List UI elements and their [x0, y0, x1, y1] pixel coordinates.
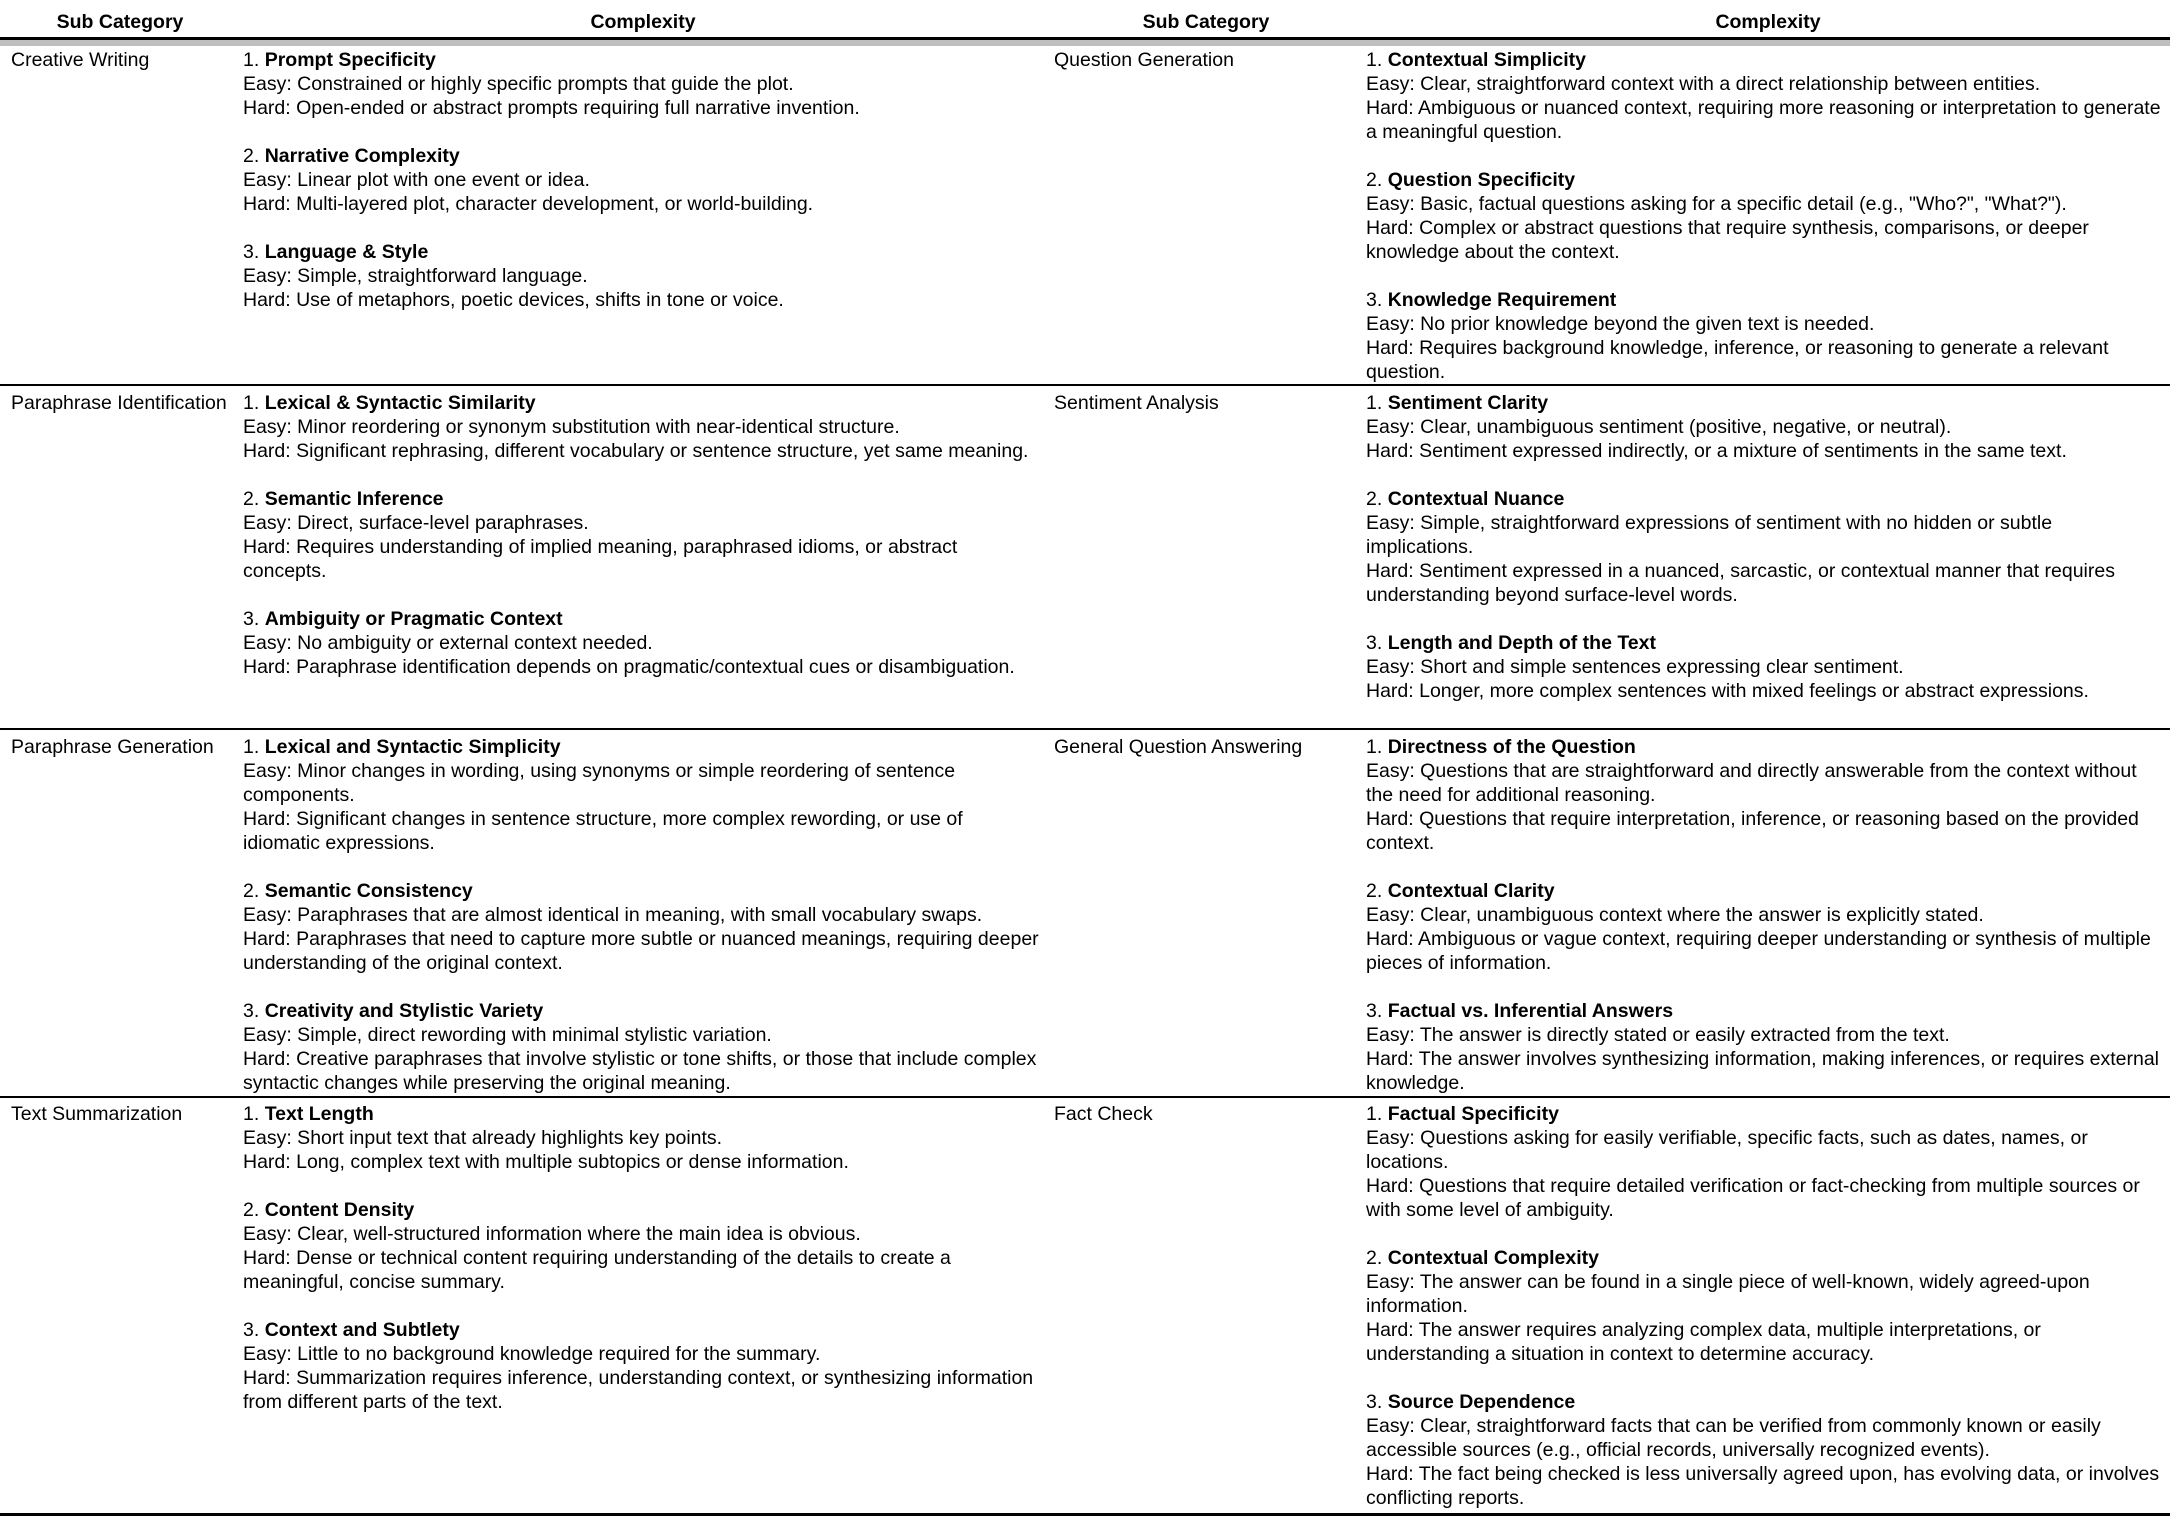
criterion-title	[243, 1102, 1043, 1126]
criterion-block	[243, 735, 1043, 855]
easy-description: Easy: Clear, straightforward context with a direct relationship between entities.	[1366, 73, 2041, 95]
criterion-number: 2.	[1366, 488, 1383, 510]
criterion-number: 1.	[243, 1103, 260, 1125]
hard-description: Hard: The fact being checked is less universally agreed upon, has evolving data, or involves conflicting reports.	[1366, 1463, 2160, 1509]
criterion-number: 3.	[243, 1319, 260, 1341]
hard-description: Hard: Complex or abstract questions that require synthesis, comparisons, or deeper knowledge about the context.	[1366, 217, 2089, 263]
easy-description: Easy: Clear, unambiguous context where the answer is explicitly stated.	[1366, 904, 1984, 926]
criterion-title	[243, 1318, 1043, 1342]
criterion-name: Context and Subtlety	[264, 1319, 460, 1341]
criterion-number: 3.	[1366, 289, 1383, 311]
criterion-block	[1366, 1246, 2164, 1366]
criterion-number: 3.	[1366, 1000, 1383, 1022]
criterion-block	[243, 144, 1043, 216]
hard-description: Hard: Requires background knowledge, inference, or reasoning to generate a relevant question.	[1366, 337, 2109, 383]
header-complexity-right: Complexity	[1715, 11, 1821, 33]
criterion-number: 1.	[1366, 49, 1383, 71]
criterion-title	[243, 879, 1043, 903]
criterion-name: Text Length	[264, 1103, 374, 1125]
criterion-block	[243, 999, 1043, 1095]
criterion-number: 2.	[1366, 169, 1383, 191]
criterion-number: 1.	[243, 736, 260, 758]
criterion-title	[1366, 1390, 2164, 1414]
hard-description: Hard: Questions that require interpretation, inference, or reasoning based on the provided context.	[1366, 808, 2139, 854]
criterion-block	[1366, 1390, 2164, 1510]
header-complexity-left: Complexity	[590, 11, 696, 33]
sub-category-label: Fact Check	[1054, 1103, 1153, 1125]
criterion-number: 2.	[243, 1199, 260, 1221]
hard-description: Hard: Ambiguous or vague context, requiring deeper understanding or synthesis of multiple pieces of information.	[1366, 928, 2151, 974]
criterion-block	[1366, 288, 2164, 384]
easy-description: Easy: Constrained or highly specific prompts that guide the plot.	[243, 73, 794, 95]
easy-description: Easy: Short and simple sentences expressing clear sentiment.	[1366, 656, 1904, 678]
hard-description: Hard: Questions that require detailed verification or fact-checking from multiple sources or with some level of ambiguity.	[1366, 1175, 2140, 1221]
easy-description: Easy: Clear, straightforward facts that can be verified from commonly known or easily accessible sources (e.g., official records, universally recognized events).	[1366, 1415, 2101, 1461]
row-divider	[0, 728, 2170, 730]
criterion-number: 1.	[1366, 392, 1383, 414]
criterion-name: Knowledge Requirement	[1387, 289, 1617, 311]
criterion-title	[243, 48, 1043, 72]
criterion-name: Lexical & Syntactic Similarity	[264, 392, 536, 414]
criterion-title	[243, 735, 1043, 759]
criterion-number: 2.	[243, 488, 260, 510]
row-divider	[0, 384, 2170, 386]
easy-description: Easy: Minor reordering or synonym substitution with near-identical structure.	[243, 416, 900, 438]
complexity-cell	[1366, 48, 2164, 384]
easy-description: Easy: Paraphrases that are almost identical in meaning, with small vocabulary swaps.	[243, 904, 983, 926]
criterion-title	[243, 144, 1043, 168]
criterion-name: Factual Specificity	[1387, 1103, 1559, 1125]
criterion-name: Factual vs. Inferential Answers	[1387, 1000, 1674, 1022]
criterion-name: Source Dependence	[1387, 1391, 1576, 1413]
criterion-title	[243, 240, 1043, 264]
criterion-name: Creativity and Stylistic Variety	[264, 1000, 544, 1022]
criterion-block	[1366, 48, 2164, 144]
easy-description: Easy: Linear plot with one event or idea.	[243, 169, 590, 191]
hard-description: Hard: Sentiment expressed indirectly, or a mixture of sentiments in the same text.	[1366, 440, 2067, 462]
sub-category-label: General Question Answering	[1054, 736, 1303, 758]
complexity-cell	[1366, 1102, 2164, 1510]
criterion-title	[1366, 391, 2164, 415]
sub-category-label: Question Generation	[1054, 49, 1234, 71]
criterion-number: 1.	[243, 49, 260, 71]
sub-category-label: Text Summarization	[11, 1103, 183, 1125]
hard-description: Hard: The answer requires analyzing complex data, multiple interpretations, or understanding a situation in context to determine accuracy.	[1366, 1319, 2041, 1365]
criterion-number: 3.	[1366, 1391, 1383, 1413]
hard-description: Hard: Significant changes in sentence structure, more complex rewording, or use of idiomatic expressions.	[243, 808, 963, 854]
criterion-number: 2.	[1366, 1247, 1383, 1269]
criterion-block	[243, 1318, 1043, 1414]
complexity-cell	[243, 391, 1043, 679]
criterion-title	[243, 487, 1043, 511]
easy-description: Easy: Questions asking for easily verifiable, specific facts, such as dates, names, or locations.	[1366, 1127, 2088, 1173]
easy-description: Easy: Simple, direct rewording with minimal stylistic variation.	[243, 1024, 772, 1046]
criterion-number: 1.	[243, 392, 260, 414]
criterion-number: 2.	[1366, 880, 1383, 902]
hard-description: Hard: Dense or technical content requiring understanding of the details to create a meaningful, concise summary.	[243, 1247, 951, 1293]
criterion-block	[243, 391, 1043, 463]
sub-category-label: Paraphrase Generation	[11, 736, 214, 758]
criterion-block	[243, 1102, 1043, 1174]
criterion-title	[1366, 631, 2164, 655]
criterion-number: 1.	[1366, 1103, 1383, 1125]
criterion-name: Semantic Consistency	[264, 880, 473, 902]
hard-description: Hard: The answer involves synthesizing information, making inferences, or requires external knowledge.	[1366, 1048, 2160, 1094]
criterion-number: 3.	[243, 608, 260, 630]
criterion-name: Narrative Complexity	[264, 145, 460, 167]
complexity-cell	[243, 48, 1043, 312]
criterion-title	[1366, 1246, 2164, 1270]
hard-description: Hard: Ambiguous or nuanced context, requiring more reasoning or interpretation to generate a meaningful question.	[1366, 97, 2161, 143]
criterion-number: 2.	[243, 880, 260, 902]
criterion-number: 2.	[243, 145, 260, 167]
hard-description: Hard: Requires understanding of implied meaning, paraphrased idioms, or abstract concepts.	[243, 536, 958, 582]
easy-description: Easy: Clear, unambiguous sentiment (positive, negative, or neutral).	[1366, 416, 1952, 438]
criterion-number: 1.	[1366, 736, 1383, 758]
criterion-block	[243, 487, 1043, 583]
header-sub-category-left: Sub Category	[56, 11, 184, 33]
criterion-name: Directness of the Question	[1387, 736, 1636, 758]
hard-description: Hard: Longer, more complex sentences with mixed feelings or abstract expressions.	[1366, 680, 2089, 702]
criterion-block	[1366, 631, 2164, 703]
criterion-title	[243, 1198, 1043, 1222]
easy-description: Easy: No prior knowledge beyond the given text is needed.	[1366, 313, 1875, 335]
criterion-name: Sentiment Clarity	[1387, 392, 1549, 414]
easy-description: Easy: Short input text that already highlights key points.	[243, 1127, 723, 1149]
easy-description: Easy: Simple, straightforward expressions of sentiment with no hidden or subtle implications.	[1366, 512, 2053, 558]
criterion-title	[1366, 168, 2164, 192]
easy-description: Easy: Basic, factual questions asking for a specific detail (e.g., "Who?", "What?").	[1366, 193, 2067, 215]
hard-description: Hard: Open-ended or abstract prompts requiring full narrative invention.	[243, 97, 860, 119]
criterion-name: Contextual Complexity	[1387, 1247, 1599, 1269]
criterion-title	[1366, 487, 2164, 511]
criterion-title	[1366, 288, 2164, 312]
hard-description: Hard: Sentiment expressed in a nuanced, sarcastic, or contextual manner that requires understanding beyond surface-level words.	[1366, 560, 2115, 606]
criterion-title	[243, 391, 1043, 415]
easy-description: Easy: Clear, well-structured information where the main idea is obvious.	[243, 1223, 861, 1245]
criterion-name: Language & Style	[264, 241, 429, 263]
criterion-name: Prompt Specificity	[264, 49, 436, 71]
criterion-block	[1366, 735, 2164, 855]
hard-description: Hard: Paraphrase identification depends on pragmatic/contextual cues or disambiguation.	[243, 656, 1015, 678]
criterion-block	[243, 1198, 1043, 1294]
hard-description: Hard: Creative paraphrases that involve stylistic or tone shifts, or those that include complex syntactic changes while preserving the original meaning.	[243, 1048, 1037, 1094]
criterion-name: Ambiguity or Pragmatic Context	[264, 608, 563, 630]
criterion-title	[1366, 879, 2164, 903]
criterion-block	[243, 240, 1043, 312]
criterion-number: 3.	[243, 1000, 260, 1022]
criterion-name: Contextual Simplicity	[1387, 49, 1586, 71]
criterion-block	[243, 607, 1043, 679]
criterion-name: Contextual Nuance	[1387, 488, 1565, 510]
hard-description: Hard: Significant rephrasing, different vocabulary or sentence structure, yet same meaning.	[243, 440, 1029, 462]
hard-description: Hard: Multi-layered plot, character development, or world-building.	[243, 193, 814, 215]
easy-description: Easy: Direct, surface-level paraphrases.	[243, 512, 589, 534]
easy-description: Easy: Simple, straightforward language.	[243, 265, 588, 287]
hard-description: Hard: Long, complex text with multiple subtopics or dense information.	[243, 1151, 849, 1173]
criterion-block	[1366, 999, 2164, 1095]
criterion-block	[1366, 391, 2164, 463]
header-rule-shade	[0, 40, 2170, 46]
criterion-title	[1366, 48, 2164, 72]
hard-description: Hard: Summarization requires inference, understanding context, or synthesizing information from different parts of the text.	[243, 1367, 1034, 1413]
sub-category-label: Paraphrase Identification	[11, 392, 227, 414]
easy-description: Easy: Minor changes in wording, using synonyms or simple reordering of sentence components.	[243, 760, 956, 806]
criterion-name: Length and Depth of the Text	[1387, 632, 1656, 654]
easy-description: Easy: The answer can be found in a single piece of well-known, widely agreed-upon information.	[1366, 1271, 2090, 1317]
criterion-name: Content Density	[264, 1199, 415, 1221]
criterion-number: 3.	[243, 241, 260, 263]
hard-description: Hard: Use of metaphors, poetic devices, shifts in tone or voice.	[243, 289, 784, 311]
easy-description: Easy: The answer is directly stated or easily extracted from the text.	[1366, 1024, 1950, 1046]
criterion-block	[243, 879, 1043, 975]
sub-category-label: Creative Writing	[11, 49, 150, 71]
complexity-cell	[1366, 735, 2164, 1095]
criterion-title	[1366, 999, 2164, 1023]
criterion-name: Contextual Clarity	[1387, 880, 1555, 902]
criterion-block	[1366, 487, 2164, 607]
header-sub-category-right: Sub Category	[1142, 11, 1270, 33]
criterion-name: Semantic Inference	[264, 488, 444, 510]
easy-description: Easy: No ambiguity or external context needed.	[243, 632, 653, 654]
complexity-cell	[1366, 391, 2164, 703]
criterion-title	[243, 607, 1043, 631]
criterion-title	[1366, 735, 2164, 759]
bottom-rule	[0, 1513, 2170, 1516]
easy-description: Easy: Little to no background knowledge required for the summary.	[243, 1343, 821, 1365]
criterion-block	[1366, 168, 2164, 264]
criterion-number: 3.	[1366, 632, 1383, 654]
sub-category-label: Sentiment Analysis	[1054, 392, 1219, 414]
row-divider	[0, 1096, 2170, 1098]
hard-description: Hard: Paraphrases that need to capture more subtle or nuanced meanings, requiring deeper understanding of the original context.	[243, 928, 1039, 974]
complexity-cell	[243, 1102, 1043, 1414]
criterion-title	[1366, 1102, 2164, 1126]
complexity-cell	[243, 735, 1043, 1095]
easy-description: Easy: Questions that are straightforward and directly answerable from the context without the need for additional reasoning.	[1366, 760, 2137, 806]
criterion-block	[1366, 1102, 2164, 1222]
criterion-block	[243, 48, 1043, 120]
criterion-name: Lexical and Syntactic Simplicity	[264, 736, 561, 758]
criterion-name: Question Specificity	[1387, 169, 1576, 191]
criterion-block	[1366, 879, 2164, 975]
criterion-title	[243, 999, 1043, 1023]
